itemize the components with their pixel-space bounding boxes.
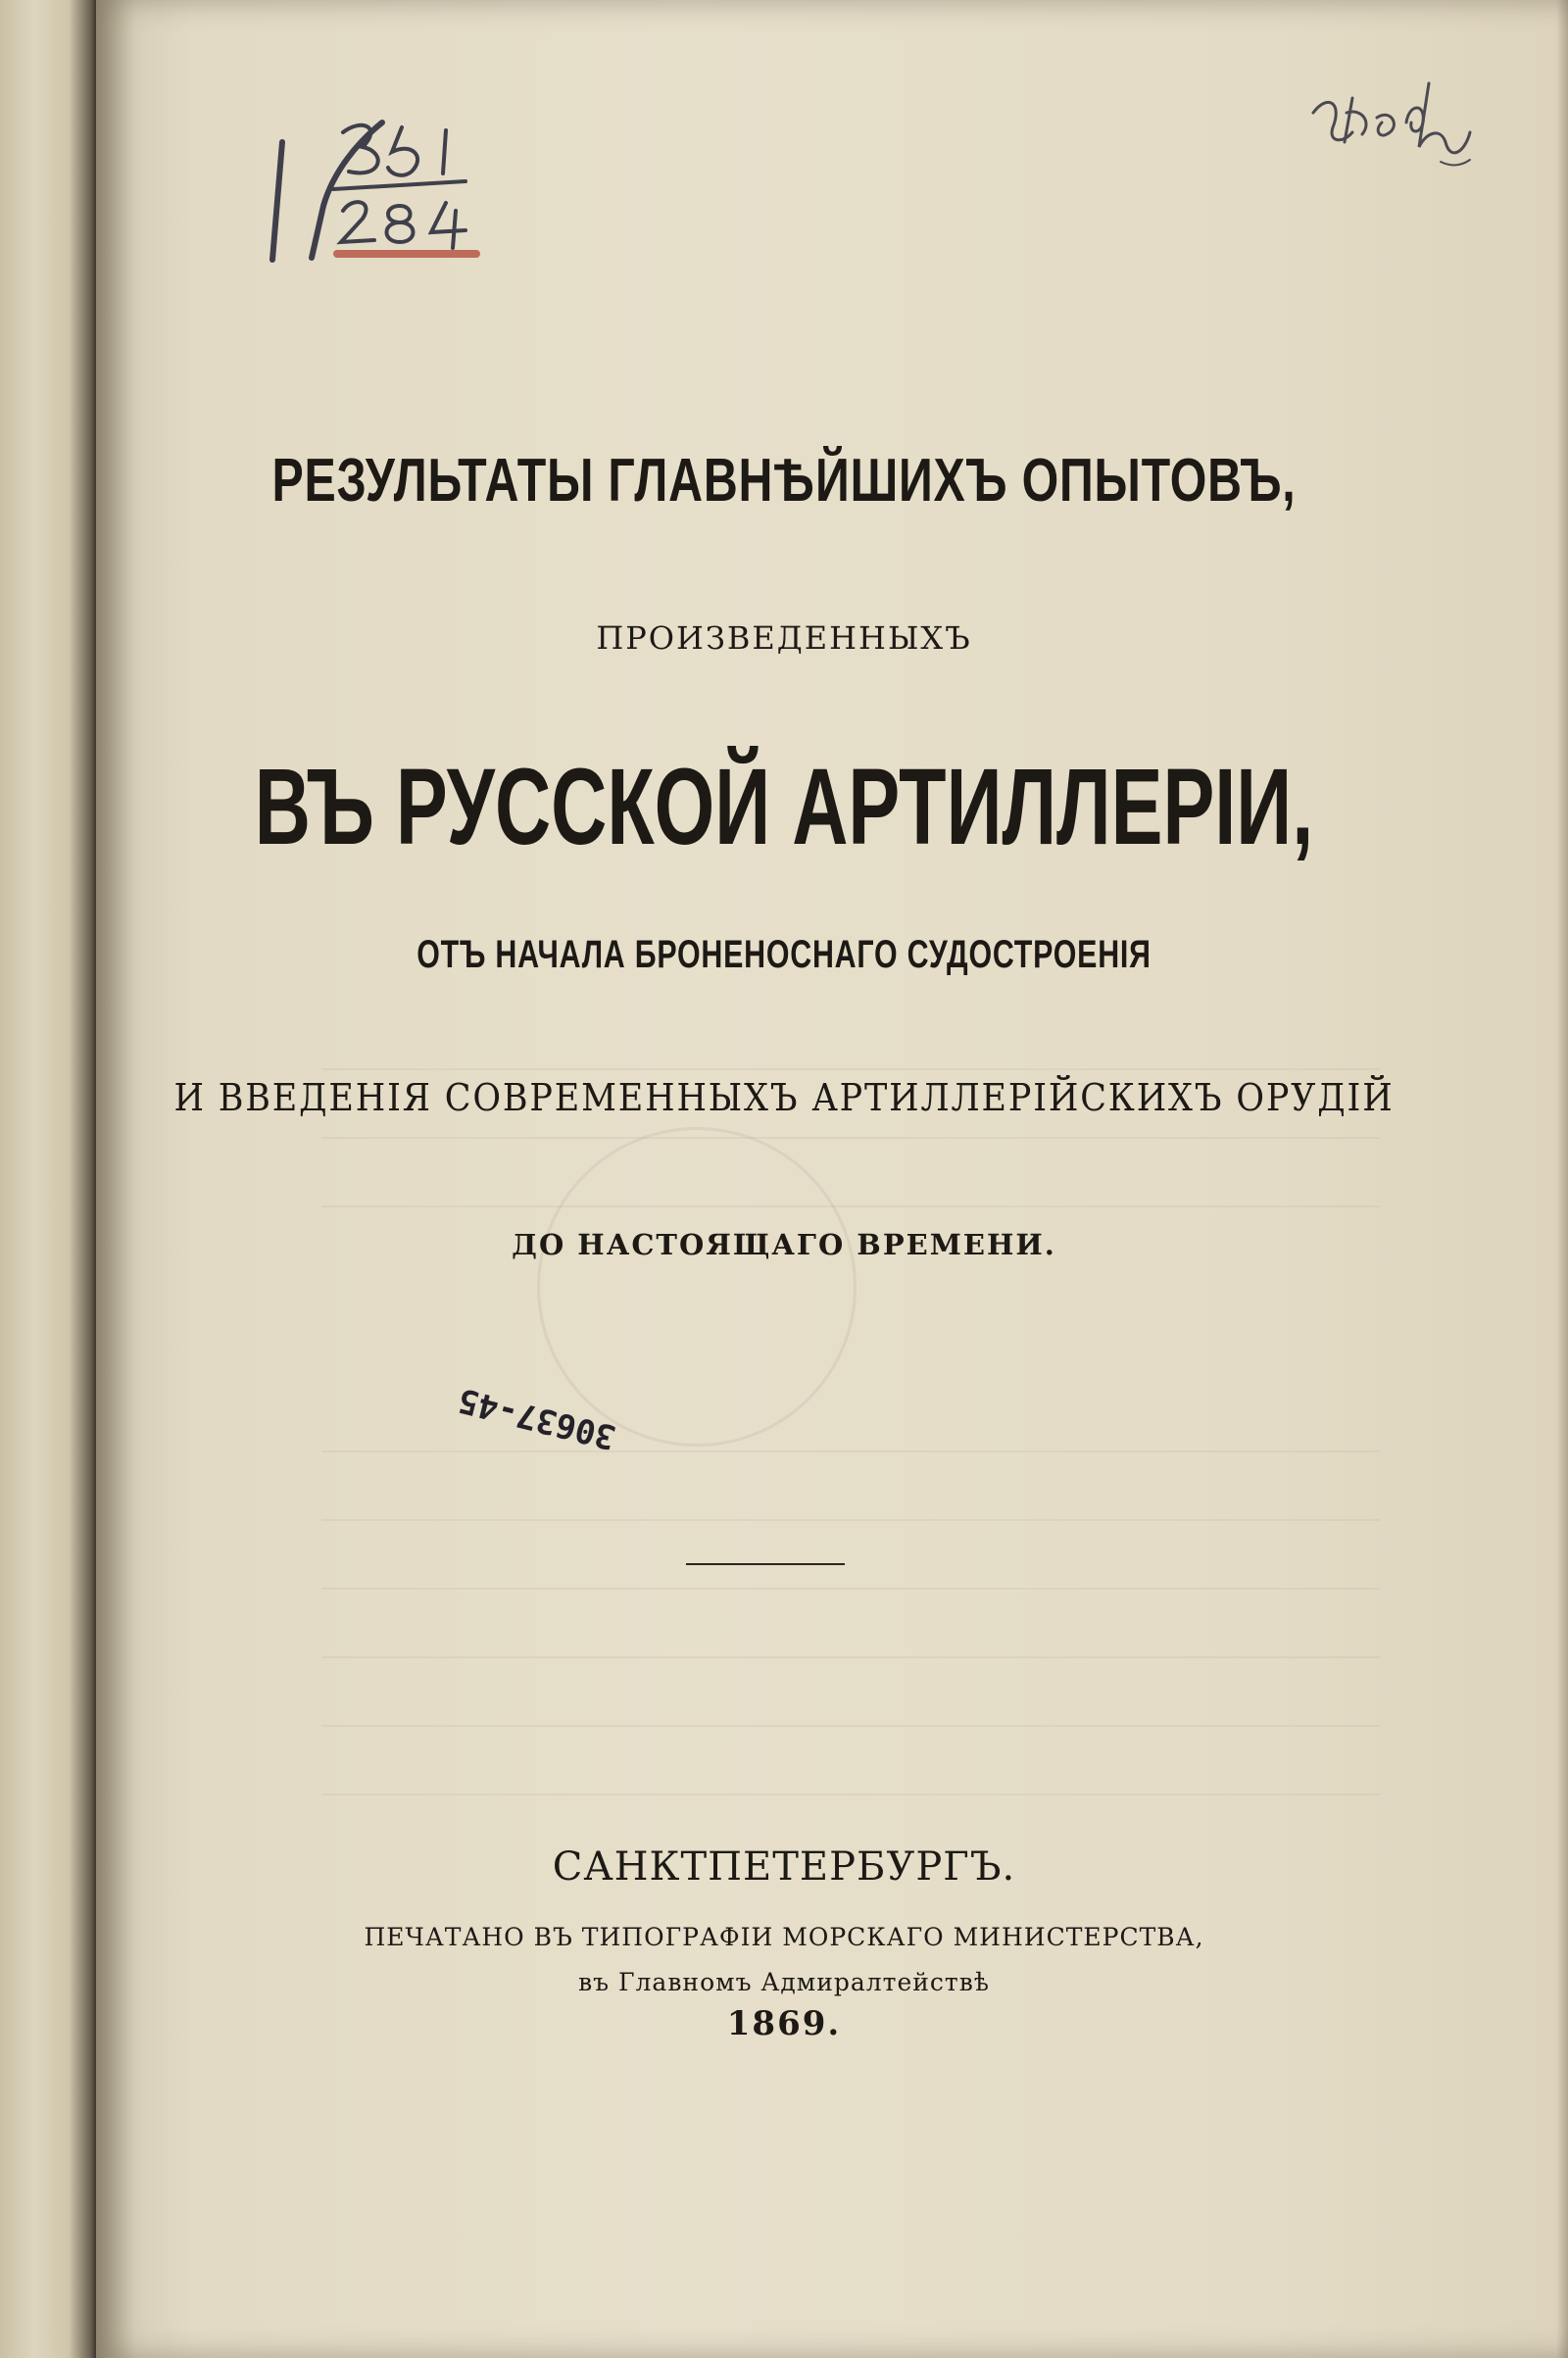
- imprint-printer: ПЕЧАТАНО ВЪ ТИПОГРАФІИ МОРСКАГО МИНИСТЕРСТВА,: [364, 1923, 1204, 1951]
- show-through-line: [321, 1519, 1380, 1521]
- show-through-line: [321, 1725, 1380, 1727]
- inventory-stamp: [421, 1357, 627, 1475]
- show-through-line: [321, 1205, 1380, 1207]
- show-through-line: [321, 1068, 1380, 1070]
- title-line-1: РЕЗУЛЬТАТЫ ГЛАВНѢЙШИХЪ ОПЫТОВЪ,: [271, 447, 1297, 515]
- imprint-year: 1869.: [726, 2004, 842, 2043]
- title-line-5: И ВВЕДЕНІЯ СОВРЕМЕННЫХЪ АРТИЛЛЕРІЙСКИХЪ ОРУДІЙ: [173, 1076, 1395, 1119]
- show-through-line: [321, 1656, 1380, 1658]
- title-main: ВЪ РУССКОЙ АРТИЛЛЕРІИ,: [254, 747, 1314, 867]
- svg-text:30637-45: 30637-45: [454, 1379, 620, 1457]
- imprint-location: въ Главномъ Адмиралтействѣ: [578, 1968, 990, 1996]
- show-through-line: [321, 1137, 1380, 1139]
- pencil-corner-note: [1303, 74, 1480, 181]
- show-through-line: [321, 1793, 1380, 1795]
- separator-rule: [686, 1563, 845, 1565]
- title-line-6: ДО НАСТОЯЩАГО ВРЕМЕНИ.: [512, 1228, 1056, 1261]
- title-line-2: ПРОИЗВЕДЕННЫХЪ: [596, 619, 972, 657]
- title-line-4: ОТЪ НАЧАЛА БРОНЕНОСНАГО СУДОСТРОЕНІЯ: [416, 933, 1152, 976]
- show-through-line: [321, 1588, 1380, 1590]
- red-underline: [333, 250, 480, 258]
- imprint-city: САНКТПЕТЕРБУРГЪ.: [552, 1844, 1016, 1890]
- handwritten-shelfmark: [265, 113, 500, 270]
